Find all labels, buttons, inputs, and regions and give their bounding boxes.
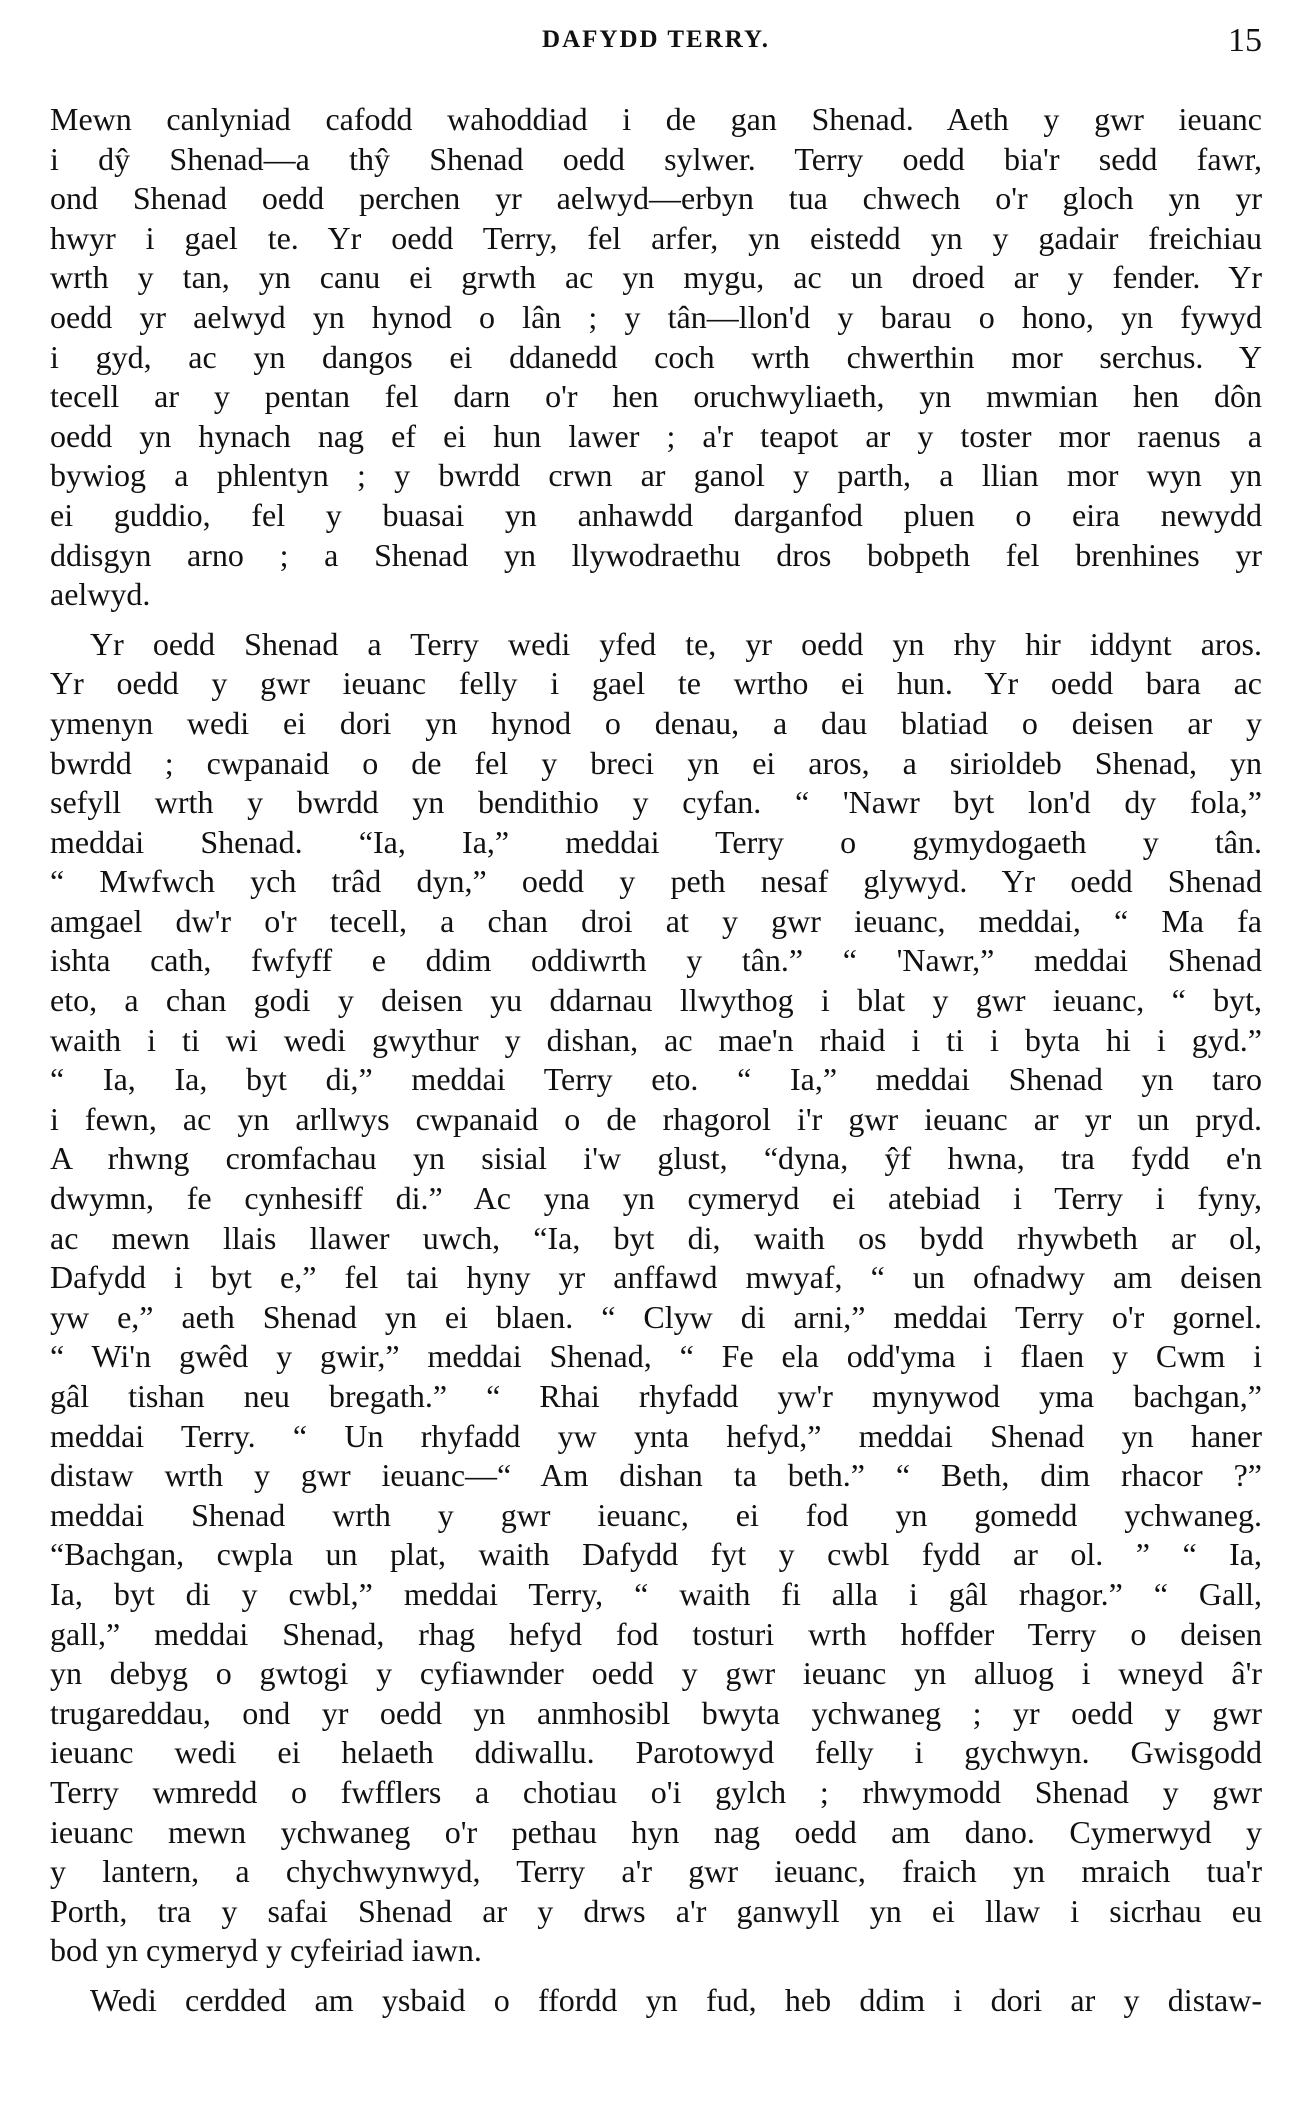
text-line: Mewn canlyniad cafodd wahoddiad i de gan Shenad. Aeth y gwr ieuanc [50, 101, 1262, 137]
text-line: ond Shenad oedd perchen yr aelwyd—erbyn tua chwech o'r gloch yn yr [50, 180, 1262, 217]
paragraph [50, 625, 1262, 1971]
text-line: bwrdd ; cwpanaid o de fel y breci yn ei aros, a sirioldeb Shenad, yn [50, 744, 1262, 781]
text-line: “ Wi'n gwêd y gwir,” meddai Shenad, “ Fe ela odd'yma i flaen y Cwm i [50, 1338, 1262, 1375]
text-line: distaw wrth y gwr ieuanc—“ Am dishan ta beth.” “ Beth, dim rhacor ?” [50, 1457, 1262, 1494]
text-line: i gyd, ac yn dangos ei ddanedd coch wrth chwerthin mor serchus. Y [50, 338, 1262, 375]
text-line: “ Mwfwch ych trâd dyn,” oedd y peth nesaf glywyd. Yr oedd Shenad [50, 863, 1262, 900]
text-line: amgael dw'r o'r tecell, a chan droi at y gwr ieuanc, meddai, “ Ma fa [50, 902, 1262, 939]
text-line: oedd yn hynach nag ef ei hun lawer ; a'r teapot ar y toster mor raenus a [50, 417, 1262, 454]
text-line: i dŷ Shenad—a thŷ Shenad oedd sylwer. Terry oedd bia'r sedd fawr, [50, 140, 1262, 177]
text-line: “Bachgan, cwpla un plat, waith Dafydd fyt y cwbl fydd ar ol. ” “ Ia, [50, 1536, 1262, 1573]
text-line: Dafydd i byt e,” fel tai hyny yr anffawd mwyaf, “ un ofnadwy am deisen [50, 1259, 1262, 1296]
text-line: dwymn, fe cynhesiff di.” Ac yna yn cymeryd ei atebiad i Terry i fyny, [50, 1180, 1262, 1217]
paragraph [50, 1981, 1262, 2021]
text-line: gall,” meddai Shenad, rhag hefyd fod tosturi wrth hoffder Terry o deisen [50, 1615, 1262, 1652]
text-line: gâl tishan neu bregath.” “ Rhai rhyfadd yw'r mynywod yma bachgan,” [50, 1378, 1262, 1414]
body-text [50, 100, 1262, 2021]
text-line: aelwyd. [50, 576, 151, 613]
text-line: wrth y tan, yn canu ei grwth ac yn mygu, ac un droed ar y fender. Yr [50, 259, 1262, 296]
text-line: Yr oedd Shenad a Terry wedi yfed te, yr oedd yn rhy hir iddynt aros. [90, 625, 1262, 662]
text-line: y lantern, a chychwynwyd, Terry a'r gwr ieuanc, fraich yn mraich tua'r [50, 1853, 1262, 1890]
text-line: ishta cath, fwfyff e ddim oddiwrth y tân.” “ 'Nawr,” meddai Shenad [50, 942, 1262, 979]
text-line: Wedi cerdded am ysbaid o ffordd yn fud, heb ddim i dori ar y distaw- [90, 1981, 1262, 2018]
running-title: DAFYDD TERRY. [542, 26, 770, 53]
text-line: ieuanc mewn ychwaneg o'r pethau hyn nag oedd am dano. Cymerwyd y [50, 1813, 1262, 1850]
text-line: A rhwng cromfachau yn sisial i'w glust, “dyna, ŷf hwna, tra fydd e'n [50, 1140, 1262, 1177]
page-number: 15 [1228, 22, 1262, 59]
text-line: i fewn, ac yn arllwys cwpanaid o de rhagorol i'r gwr ieuanc ar yr un pryd. [50, 1100, 1262, 1137]
text-line: sefyll wrth y bwrdd yn bendithio y cyfan. “ 'Nawr byt lon'd dy fola,” [50, 784, 1262, 821]
text-line: oedd yr aelwyd yn hynod o lân ; y tân—llon'd y barau o hono, yn fywyd [50, 298, 1262, 335]
text-line: bod yn cymeryd y cyfeiriad iawn. [50, 1932, 482, 1969]
paragraph [50, 100, 1262, 615]
text-line: meddai Shenad wrth y gwr ieuanc, ei fod yn gomedd ychwaneg. [50, 1496, 1262, 1533]
text-line: meddai Shenad. “Ia, Ia,” meddai Terry o gymydogaeth y tân. [50, 823, 1262, 860]
text-line: Porth, tra y safai Shenad ar y drws a'r ganwyll yn ei llaw i sicrhau eu [50, 1892, 1262, 1929]
text-line: waith i ti wi wedi gwythur y dishan, ac mae'n rhaid i ti i byta hi i gyd.” [50, 1021, 1262, 1058]
text-line: tecell ar y pentan fel darn o'r hen oruchwyliaeth, yn mwmian hen dôn [50, 378, 1262, 415]
text-line: Yr oedd y gwr ieuanc felly i gael te wrtho ei hun. Yr oedd bara ac [50, 665, 1262, 702]
text-line: hwyr i gael te. Yr oedd Terry, fel arfer, yn eistedd yn y gadair freichiau [50, 219, 1262, 256]
text-line: ac mewn llais llawer uwch, “Ia, byt di, waith os bydd rhywbeth ar ol, [50, 1219, 1262, 1256]
text-line: ddisgyn arno ; a Shenad yn llywodraethu dros bobpeth fel brenhines yr [50, 536, 1262, 573]
text-line: Ia, byt di y cwbl,” meddai Terry, “ waith fi alla i gâl rhagor.” “ Gall, [50, 1575, 1262, 1612]
text-line: ieuanc wedi ei helaeth ddiwallu. Parotowyd felly i gychwyn. Gwisgodd [50, 1734, 1262, 1771]
text-line: ymenyn wedi ei dori yn hynod o denau, a dau blatiad o deisen ar y [50, 704, 1262, 741]
text-line: meddai Terry. “ Un rhyfadd yw ynta hefyd,” meddai Shenad yn haner [50, 1417, 1262, 1454]
text-line: trugareddau, ond yr oedd yn anmhosibl bwyta ychwaneg ; yr oedd y gwr [50, 1694, 1262, 1731]
text-line: Terry wmredd o fwfflers a chotiau o'i gylch ; rhwymodd Shenad y gwr [50, 1773, 1262, 1810]
text-line: ei guddio, fel y buasai yn anhawdd darganfod pluen o eira newydd [50, 496, 1262, 533]
text-line: eto, a chan godi y deisen yu ddarnau llwythog i blat y gwr ieuanc, “ byt, [50, 982, 1262, 1019]
text-line: bywiog a phlentyn ; y bwrdd crwn ar ganol y parth, a llian mor wyn yn [50, 457, 1262, 494]
page-header [50, 22, 1262, 62]
text-line: “ Ia, Ia, byt di,” meddai Terry eto. “ Ia,” meddai Shenad yn taro [50, 1061, 1262, 1098]
text-line: yw e,” aeth Shenad yn ei blaen. “ Clyw di arni,” meddai Terry o'r gornel. [50, 1298, 1262, 1335]
text-line: yn debyg o gwtogi y cyfiawnder oedd y gwr ieuanc yn alluog i wneyd â'r [50, 1655, 1262, 1692]
